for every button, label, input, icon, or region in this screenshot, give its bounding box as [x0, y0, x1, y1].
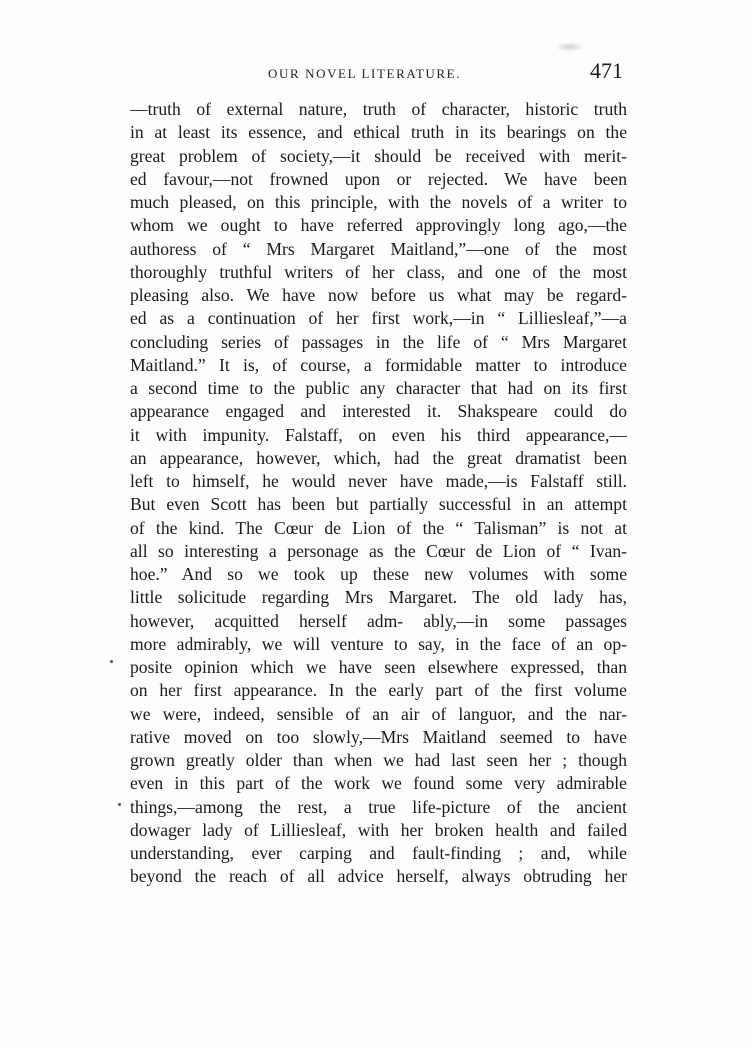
page-smudge — [555, 42, 585, 52]
text-line: much pleased, on this principle, with the novels of a writer to — [130, 192, 627, 212]
text-line: in at least its essence, and ethical truth in its bearings on the — [130, 122, 627, 143]
text-line: it with impunity. Falstaff, on even his third appearance,— — [130, 424, 627, 445]
body-text — [130, 98, 627, 889]
text-line: understanding, ever carping and fault-finding ; and, while — [130, 843, 627, 863]
text-line: however, acquitted herself adm‑ ably,—in some passages — [130, 610, 627, 631]
text-line: left to himself, he would never have made,—is Falstaff still. — [130, 471, 627, 491]
text-line: thoroughly truthful writers of her class, and one of the most — [130, 261, 627, 282]
text-line: ed as a continuation of her first work,—in “ Lilliesleaf,”—a — [130, 308, 627, 329]
text-line: appearance engaged and interested it. Shakspeare could do — [130, 401, 627, 422]
text-line: rative moved on too slowly,—Mrs Maitland seemed to have — [130, 726, 627, 747]
margin-dot — [110, 660, 113, 663]
text-line: we were, indeed, sensible of an air of languor, and the nar- — [130, 703, 627, 724]
text-line: —truth of external nature, truth of character, historic truth — [130, 99, 627, 119]
text-line: pleasing also. We have now before us what may be regard- — [130, 285, 627, 305]
text-line: grown greatly older than when we had last seen her ; though — [130, 750, 627, 770]
text-line: more admirably, we will venture to say, in the face of an op- — [130, 633, 627, 654]
text-line: authoress of “ Mrs Margaret Maitland,”—one of the most — [130, 238, 627, 259]
text-line: posite opinion which we have seen elsewhere expressed, than — [130, 657, 627, 677]
text-line: concluding series of passages in the life of “ Mrs Margaret — [130, 331, 627, 352]
text-line: ed favour,—not frowned upon or rejected. We have been — [130, 168, 627, 189]
text-line: things,—among the rest, a true life-picture of the ancient — [130, 796, 627, 817]
text-line: beyond the reach of all advice herself, always obtruding her — [130, 866, 627, 887]
text-line: whom we ought to have referred approvingly long ago,—the — [130, 215, 627, 236]
page-number: 471 — [590, 58, 623, 83]
text-line: great problem of society,—it should be received with merit- — [130, 145, 627, 166]
text-line: of the kind. The Cœur de Lion of the “ Talisman” is not at — [130, 517, 627, 538]
text-line: hoe.” And so we took up these new volumes with some — [130, 564, 627, 584]
text-line: a second time to the public any character that had on its first — [130, 378, 627, 398]
text-line: an appearance, however, which, had the great dramatist been — [130, 447, 627, 468]
margin-dot — [118, 803, 121, 806]
text-line: even in this part of the work we found some very admirable — [130, 773, 627, 794]
running-head: OUR NOVEL LITERATURE. — [268, 66, 462, 81]
text-line: all so interesting a personage as the Cœur de Lion of “ Ivan- — [130, 540, 627, 561]
text-line: Maitland.” It is, of course, a formidable matter to introduce — [130, 354, 627, 375]
text-line: little solicitude regarding Mrs Margaret. The old lady has, — [130, 587, 627, 608]
text-line: But even Scott has been but partially successful in an attempt — [130, 494, 627, 515]
text-line: on her first appearance. In the early part of the first volume — [130, 680, 627, 701]
text-line: dowager lady of Lilliesleaf, with her broken health and failed — [130, 819, 627, 840]
